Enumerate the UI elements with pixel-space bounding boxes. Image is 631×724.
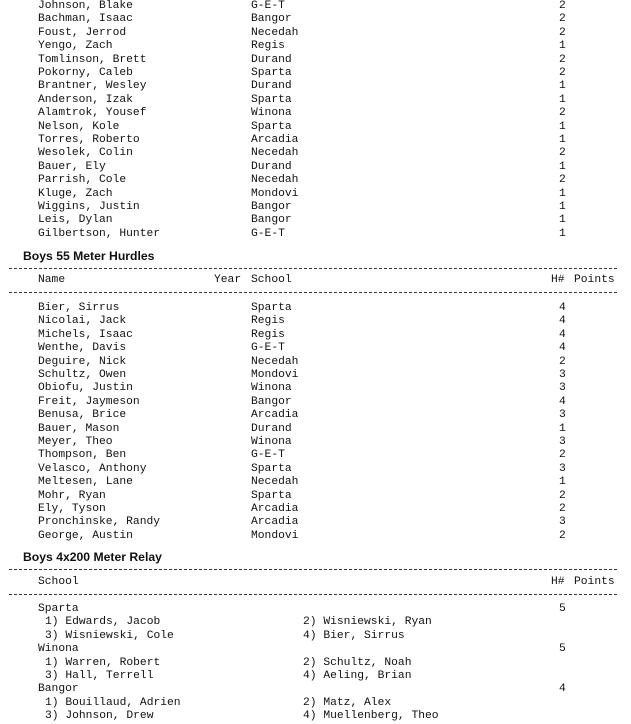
heat-cell: 1 bbox=[559, 40, 566, 53]
event-title-hurdles: Boys 55 Meter Hurdles bbox=[23, 249, 155, 263]
athlete-name: Brantner, Wesley bbox=[38, 80, 147, 93]
athlete-name: Yengo, Zach bbox=[38, 40, 113, 53]
runner-name: 2) Matz, Alex bbox=[303, 696, 392, 709]
heat-cell: 2 bbox=[559, 26, 566, 39]
school-cell: G-E-T bbox=[251, 449, 285, 462]
school-cell: Winona bbox=[251, 382, 292, 395]
school-cell: Mondovi bbox=[251, 187, 299, 200]
column-header-points: Points bbox=[574, 274, 615, 286]
school-cell: Mondovi bbox=[251, 369, 299, 381]
column-header-heat: H# bbox=[551, 274, 565, 286]
athlete-name: Meltesen, Lane bbox=[38, 476, 133, 489]
runner-name: 4) Muellenberg, Theo bbox=[303, 710, 439, 723]
runner-name: 3) Hall, Terrell bbox=[45, 670, 154, 682]
athlete-name: Ely, Tyson bbox=[38, 503, 106, 515]
heat-cell: 1 bbox=[559, 201, 566, 213]
heat-cell: 2 bbox=[559, 503, 566, 515]
heat-cell: 3 bbox=[559, 369, 566, 381]
heat-cell: 2 bbox=[559, 67, 566, 79]
athlete-name: Schultz, Owen bbox=[38, 369, 127, 381]
school-cell: G-E-T bbox=[251, 342, 285, 355]
school-cell: Winona bbox=[251, 107, 292, 120]
school-cell: Durand bbox=[251, 160, 292, 173]
divider bbox=[9, 569, 617, 570]
school-cell: Arcadia bbox=[251, 409, 299, 422]
column-header-points: Points bbox=[574, 576, 615, 588]
heat-cell: 4 bbox=[559, 302, 566, 314]
column-header-row bbox=[0, 274, 615, 287]
athlete-name: Michels, Isaac bbox=[38, 328, 133, 341]
heat-cell: 2 bbox=[559, 147, 566, 160]
heat-cell: 2 bbox=[559, 489, 566, 502]
athlete-name: Bachman, Isaac bbox=[38, 13, 133, 26]
school-cell: Necedah bbox=[251, 174, 299, 187]
school-cell: Durand bbox=[251, 80, 292, 93]
heat-cell: 5 bbox=[559, 603, 566, 615]
divider bbox=[9, 594, 617, 595]
athlete-name: Wesolek, Colin bbox=[38, 147, 133, 160]
athlete-name: Wiggins, Justin bbox=[38, 201, 140, 213]
athlete-name: Bier, Sirrus bbox=[38, 302, 120, 314]
team-school: Winona bbox=[38, 643, 79, 656]
school-cell: G-E-T bbox=[251, 0, 285, 12]
athlete-name: Torres, Roberto bbox=[38, 134, 140, 146]
column-header-name: Name bbox=[38, 274, 66, 286]
runner-name: 4) Bier, Sirrus bbox=[303, 629, 405, 642]
heat-cell: 4 bbox=[559, 328, 566, 341]
athlete-name: Thompson, Ben bbox=[38, 449, 127, 462]
column-header-heat: H# bbox=[551, 576, 565, 588]
school-cell: Bangor bbox=[251, 201, 292, 213]
runner-name: 1) Edwards, Jacob bbox=[45, 616, 161, 629]
heat-cell: 3 bbox=[559, 382, 566, 395]
runner-name: 3) Wisniewski, Cole bbox=[45, 629, 174, 642]
school-cell: Regis bbox=[251, 328, 285, 341]
school-cell: Bangor bbox=[251, 214, 292, 227]
divider bbox=[9, 292, 617, 293]
team-school: Sparta bbox=[38, 603, 79, 615]
athlete-name: Nelson, Kole bbox=[38, 120, 120, 133]
heat-cell: 4 bbox=[559, 683, 566, 696]
heat-cell: 2 bbox=[559, 355, 566, 368]
athlete-name: Deguire, Nick bbox=[38, 355, 127, 368]
athlete-name: Parrish, Cole bbox=[38, 174, 127, 187]
athlete-name: Velasco, Anthony bbox=[38, 462, 147, 475]
column-header-year: Year bbox=[214, 274, 242, 286]
heat-cell: 1 bbox=[559, 227, 566, 240]
athlete-name: Pokorny, Caleb bbox=[38, 67, 133, 79]
runner-name: 1) Bouillaud, Adrien bbox=[45, 696, 181, 709]
heat-cell: 1 bbox=[559, 214, 566, 227]
runner-name: 4) Aeling, Brian bbox=[303, 670, 412, 682]
heat-cell: 2 bbox=[559, 13, 566, 26]
heat-cell: 2 bbox=[559, 174, 566, 187]
heat-cell: 1 bbox=[559, 80, 566, 93]
school-cell: Sparta bbox=[251, 120, 292, 133]
athlete-name: Bauer, Ely bbox=[38, 160, 106, 173]
school-cell: Necedah bbox=[251, 476, 299, 489]
heat-cell: 1 bbox=[559, 120, 566, 133]
athlete-name: Bauer, Mason bbox=[38, 422, 120, 435]
heat-cell: 1 bbox=[559, 187, 566, 200]
heat-cell: 4 bbox=[559, 342, 566, 355]
heat-cell: 3 bbox=[559, 436, 566, 448]
heat-cell: 2 bbox=[559, 529, 566, 542]
runner-name: 3) Johnson, Drew bbox=[45, 710, 154, 723]
school-cell: Arcadia bbox=[251, 503, 299, 515]
athlete-name: Freit, Jaymeson bbox=[38, 395, 140, 408]
school-cell: Sparta bbox=[251, 489, 292, 502]
athlete-name: Pronchinske, Randy bbox=[38, 516, 161, 529]
heat-cell: 3 bbox=[559, 462, 566, 475]
heat-cell: 1 bbox=[559, 422, 566, 435]
school-cell: G-E-T bbox=[251, 227, 285, 240]
athlete-name: George, Austin bbox=[38, 529, 133, 542]
athlete-name: Obiofu, Justin bbox=[38, 382, 133, 395]
heat-cell: 2 bbox=[559, 107, 566, 120]
heat-cell: 4 bbox=[559, 315, 566, 328]
column-header-school: School bbox=[38, 576, 79, 588]
school-cell: Necedah bbox=[251, 147, 299, 160]
athlete-name: Johnson, Blake bbox=[38, 0, 133, 12]
athlete-name: Kluge, Zach bbox=[38, 187, 113, 200]
heat-cell: 1 bbox=[559, 476, 566, 489]
school-cell: Bangor bbox=[251, 13, 292, 26]
athlete-name: Leis, Dylan bbox=[38, 214, 113, 227]
school-cell: Arcadia bbox=[251, 516, 299, 529]
column-header-row bbox=[0, 576, 615, 589]
school-cell: Necedah bbox=[251, 26, 299, 39]
runner-name: 2) Schultz, Noah bbox=[303, 656, 412, 669]
runner-name: 2) Wisniewski, Ryan bbox=[303, 616, 432, 629]
heat-cell: 2 bbox=[559, 0, 566, 12]
column-header-school: School bbox=[251, 274, 292, 286]
school-cell: Arcadia bbox=[251, 134, 299, 146]
athlete-name: Foust, Jerrod bbox=[38, 26, 127, 39]
school-cell: Sparta bbox=[251, 462, 292, 475]
athlete-name: Meyer, Theo bbox=[38, 436, 113, 448]
heat-cell: 2 bbox=[559, 53, 566, 66]
school-cell: Sparta bbox=[251, 302, 292, 314]
heat-cell: 1 bbox=[559, 160, 566, 173]
heat-cell: 3 bbox=[559, 409, 566, 422]
divider bbox=[9, 268, 617, 269]
school-cell: Regis bbox=[251, 315, 285, 328]
school-cell: Sparta bbox=[251, 67, 292, 79]
school-cell: Sparta bbox=[251, 93, 292, 106]
athlete-name: Anderson, Izak bbox=[38, 93, 133, 106]
heat-cell: 4 bbox=[559, 395, 566, 408]
school-cell: Durand bbox=[251, 422, 292, 435]
heat-cell: 5 bbox=[559, 643, 566, 656]
athlete-name: Alamtrok, Yousef bbox=[38, 107, 147, 120]
heat-cell: 2 bbox=[559, 449, 566, 462]
heat-cell: 1 bbox=[559, 134, 566, 146]
athlete-name: Nicolai, Jack bbox=[38, 315, 127, 328]
athlete-name: Wenthe, Davis bbox=[38, 342, 127, 355]
athlete-name: Gilbertson, Hunter bbox=[38, 227, 161, 240]
school-cell: Necedah bbox=[251, 355, 299, 368]
team-school: Bangor bbox=[38, 683, 79, 696]
school-cell: Regis bbox=[251, 40, 285, 53]
school-cell: Durand bbox=[251, 53, 292, 66]
runner-name: 1) Warren, Robert bbox=[45, 656, 161, 669]
event-title-relay: Boys 4x200 Meter Relay bbox=[23, 550, 162, 564]
heat-cell: 1 bbox=[559, 93, 566, 106]
school-cell: Mondovi bbox=[251, 529, 299, 542]
athlete-name: Benusa, Brice bbox=[38, 409, 127, 422]
athlete-name: Mohr, Ryan bbox=[38, 489, 106, 502]
school-cell: Winona bbox=[251, 436, 292, 448]
school-cell: Bangor bbox=[251, 395, 292, 408]
heat-cell: 3 bbox=[559, 516, 566, 529]
athlete-name: Tomlinson, Brett bbox=[38, 53, 147, 66]
